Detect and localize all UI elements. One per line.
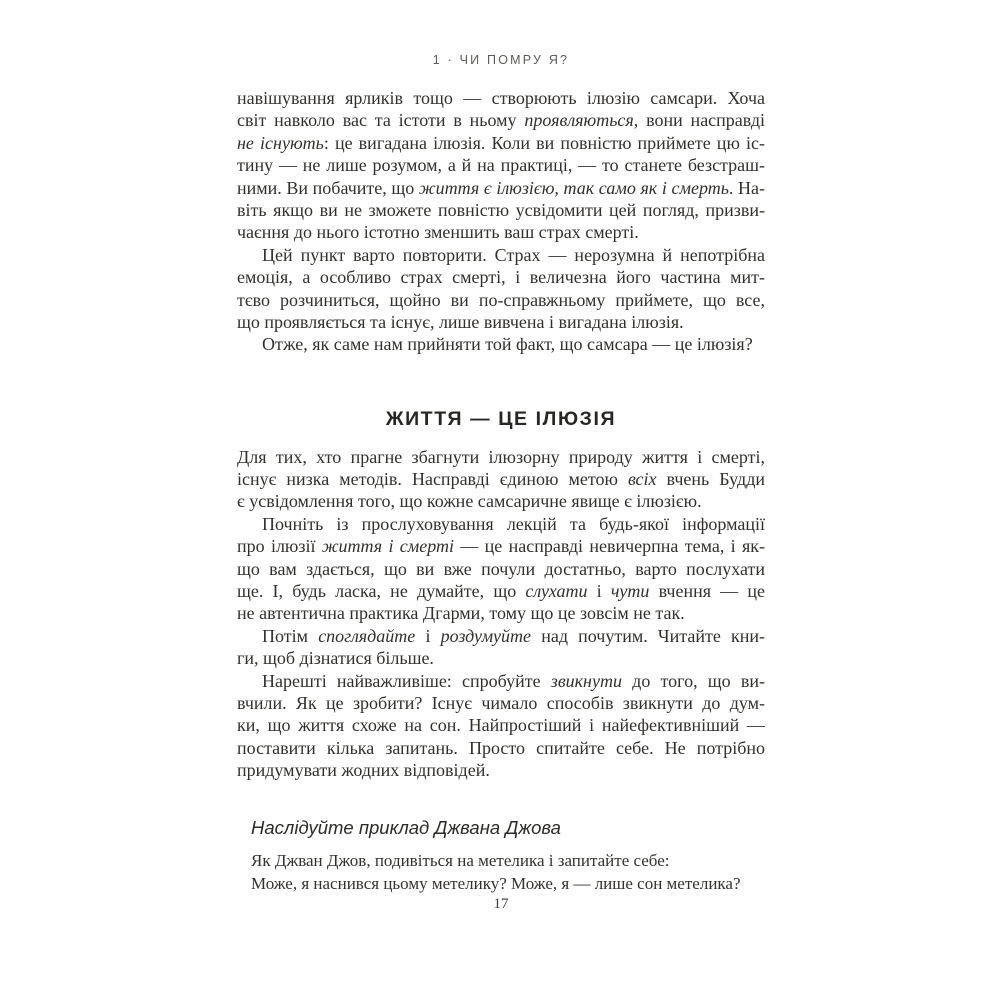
paragraph [237,670,765,782]
text-line: Для тих, хто прагне збагнути ілюзорну природу життя і смерті, [237,446,765,467]
section-heading: ЖИТТЯ — ЦЕ ІЛЮЗІЯ [385,407,617,430]
text-line: не автентична практика Дгарми, тому що це зовсім не так. [237,603,685,624]
text-line: Нарешті найважливіше: спробуйте звикнути до того, що ви- [262,670,765,691]
practice-subheading: Наслідуйте приклад Джвана Джова [251,816,561,838]
text-line: віть якщо ви не зможете повністю усвідомити цей погляд, призви- [237,199,765,220]
paragraph [237,244,765,334]
text-line: Потім споглядайте і роздумуйте над почутим. Читайте кни- [262,625,765,646]
text-line: не існують: це вигадана ілюзія. Коли ви повністю приймете цю іс- [237,132,765,153]
running-head: 1 · ЧИ ПОМРУ Я? [432,53,570,67]
text-line: навішування ярликів тощо — створюють ілюзію самсари. Хоча [237,88,765,108]
text-column [237,87,765,895]
paragraph [237,513,765,625]
paragraph [237,625,765,670]
text-line: Почніть із прослуховування лекцій та будь-якої інформації [262,513,765,534]
text-line: про ілюзії життя і смерті — це насправді невичерпна тема, і як- [237,536,765,557]
text-line: чаєння до нього істотно зменшить ваш страх смерті. [237,222,639,243]
text-line: Цей пункт варто повторити. Страх — нерозумна й непотрібна [262,244,765,265]
text-line: що проявляється та існує, лише вивчена і вигадана ілюзія. [237,311,684,332]
text-line: Може, я наснився цьому метелику? Може, я — лише сон метелика? [251,873,741,893]
text-line: ги, щоб дізнатися більше. [237,648,434,669]
text-line: тину — не лише розумом, а й на практиці, — то станете безстраш- [237,155,765,176]
text-line: ще. І, будь ласка, не думайте, що слухати і чути вчення — це [237,581,765,602]
text-line: що вам здається, що ви вже почули достатньо, варто послухати [237,558,765,579]
text-line: вчили. Як це зробити? Існує чимало способів звикнути до дум- [237,692,765,713]
text-line: емоція, а особливо страх смерті, і величезна його частина мит- [237,267,765,288]
paragraph [237,87,765,244]
text-line: придумувати жодних відповідей. [237,760,490,781]
text-line: ними. Ви побачите, що життя є ілюзією, так само як і смерть. На- [237,177,765,198]
page-number: 17 [493,896,509,912]
practice-quote [251,849,765,895]
text-line: ки, що життя схоже на сон. Найпростіший і найефективніший — [237,715,765,736]
paragraph [237,446,765,513]
text-line: є усвідомлення того, що кожне самсаричне явище є ілюзією. [237,491,702,512]
text-line: існує низка методів. Насправді єдиною метою всіх вчень Будди [237,469,765,490]
text-line: світ навколо вас та істоти в ньому проявляються, вони насправді [237,110,765,131]
paragraph [237,333,765,355]
text-line: поставити кілька запитань. Просто спитайте себе. Не потрібно [237,737,765,758]
text-line: тєво розчиниться, щойно ви по-справжньому приймете, що все, [237,289,765,310]
text-line: Як Джван Джов, подивіться на метелика і запитайте себе: [251,850,670,870]
text-line: Отже, як саме нам прийняти той факт, що самсара — це ілюзія? [262,334,753,355]
